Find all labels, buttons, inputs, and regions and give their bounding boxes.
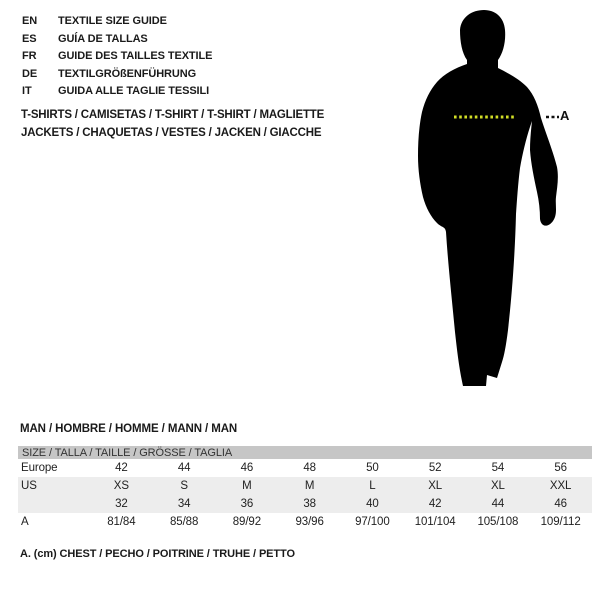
language-code: ES xyxy=(22,32,37,45)
table-cell: XL xyxy=(404,477,467,495)
table-cell: 44 xyxy=(177,462,191,474)
size-table xyxy=(18,446,592,531)
table-cell: 105/108 xyxy=(477,516,519,528)
row-label: A xyxy=(21,516,29,528)
language-label: GUIDE DES TAILLES TEXTILE xyxy=(58,50,213,62)
measure-marker-label: A xyxy=(560,108,570,123)
row-label: Europe xyxy=(21,462,58,474)
table-cell: 32 xyxy=(90,495,153,513)
measurement-footnote: A. (cm) CHEST / PECHO / POITRINE / TRUHE / PETTO xyxy=(20,548,295,560)
table-cell: 54 xyxy=(491,462,505,474)
language-code: IT xyxy=(22,85,32,97)
table-row-europe xyxy=(18,459,592,477)
table-cell: 40 xyxy=(341,495,404,513)
table-cell: XS xyxy=(90,477,153,495)
man-silhouette xyxy=(400,8,600,390)
section-title: MAN / HOMBRE / HOMME / MANN / MAN xyxy=(20,423,238,435)
language-label: GUIDA ALLE TAGLIE TESSILI xyxy=(58,85,210,97)
table-cell: 52 xyxy=(428,462,442,474)
language-row-de xyxy=(22,66,212,84)
table-cell: M xyxy=(216,477,279,495)
language-row-fr xyxy=(22,48,212,66)
table-cell: 89/92 xyxy=(232,516,262,528)
table-cell: S xyxy=(153,477,216,495)
table-header: SIZE / TALLA / TAILLE / GRÖSSE / TAGLIA xyxy=(18,446,592,459)
table-row-us xyxy=(18,477,592,495)
table-cell: 38 xyxy=(278,495,341,513)
table-cell: M xyxy=(278,477,341,495)
table-cell: 109/112 xyxy=(540,516,581,528)
table-cell: 97/100 xyxy=(355,516,390,528)
table-cell: XL xyxy=(467,477,530,495)
table-cell: 46 xyxy=(240,462,254,474)
table-header-row xyxy=(18,446,592,459)
table-cell: 93/96 xyxy=(295,516,324,528)
category-line-jackets: JACKETS / CHAQUETAS / VESTES / JACKEN / GIACCHE xyxy=(21,127,322,139)
table-cell: 46 xyxy=(529,495,592,513)
language-code: DE xyxy=(22,67,38,80)
table-cell: 56 xyxy=(554,462,567,474)
table-cell: 42 xyxy=(404,495,467,513)
table-cell: 42 xyxy=(115,462,128,474)
language-label: GUÍA DE TALLAS xyxy=(58,32,148,45)
man-silhouette-figure xyxy=(400,8,600,390)
table-cell: 101/104 xyxy=(414,516,456,528)
language-row-en xyxy=(22,13,212,31)
language-label: TEXTILGRÖßENFÜHRUNG xyxy=(58,67,197,80)
table-row-us-numeric xyxy=(18,495,592,513)
table-cell: 85/88 xyxy=(169,516,199,528)
table-cell: 44 xyxy=(467,495,530,513)
row-label: US xyxy=(18,477,90,495)
language-row-it xyxy=(22,83,212,101)
language-code: FR xyxy=(22,50,37,62)
language-list xyxy=(22,13,212,101)
language-label: TEXTILE SIZE GUIDE xyxy=(58,15,167,27)
language-row-es xyxy=(22,31,212,49)
language-code: EN xyxy=(22,15,38,27)
category-line-tshirts: T-SHIRTS / CAMISETAS / T-SHIRT / T-SHIRT / MAGLIETTE xyxy=(21,109,325,121)
table-cell: 48 xyxy=(303,462,316,474)
table-cell: 36 xyxy=(216,495,279,513)
row-label xyxy=(18,495,90,513)
table-cell: XXL xyxy=(529,477,592,495)
table-cell: 34 xyxy=(153,495,216,513)
table-cell: L xyxy=(341,477,404,495)
man-silhouette-path xyxy=(418,10,558,386)
table-cell: 81/84 xyxy=(107,516,136,528)
table-cell: 50 xyxy=(366,462,379,474)
category-lines xyxy=(21,106,324,142)
table-row-chest-a xyxy=(18,513,592,531)
